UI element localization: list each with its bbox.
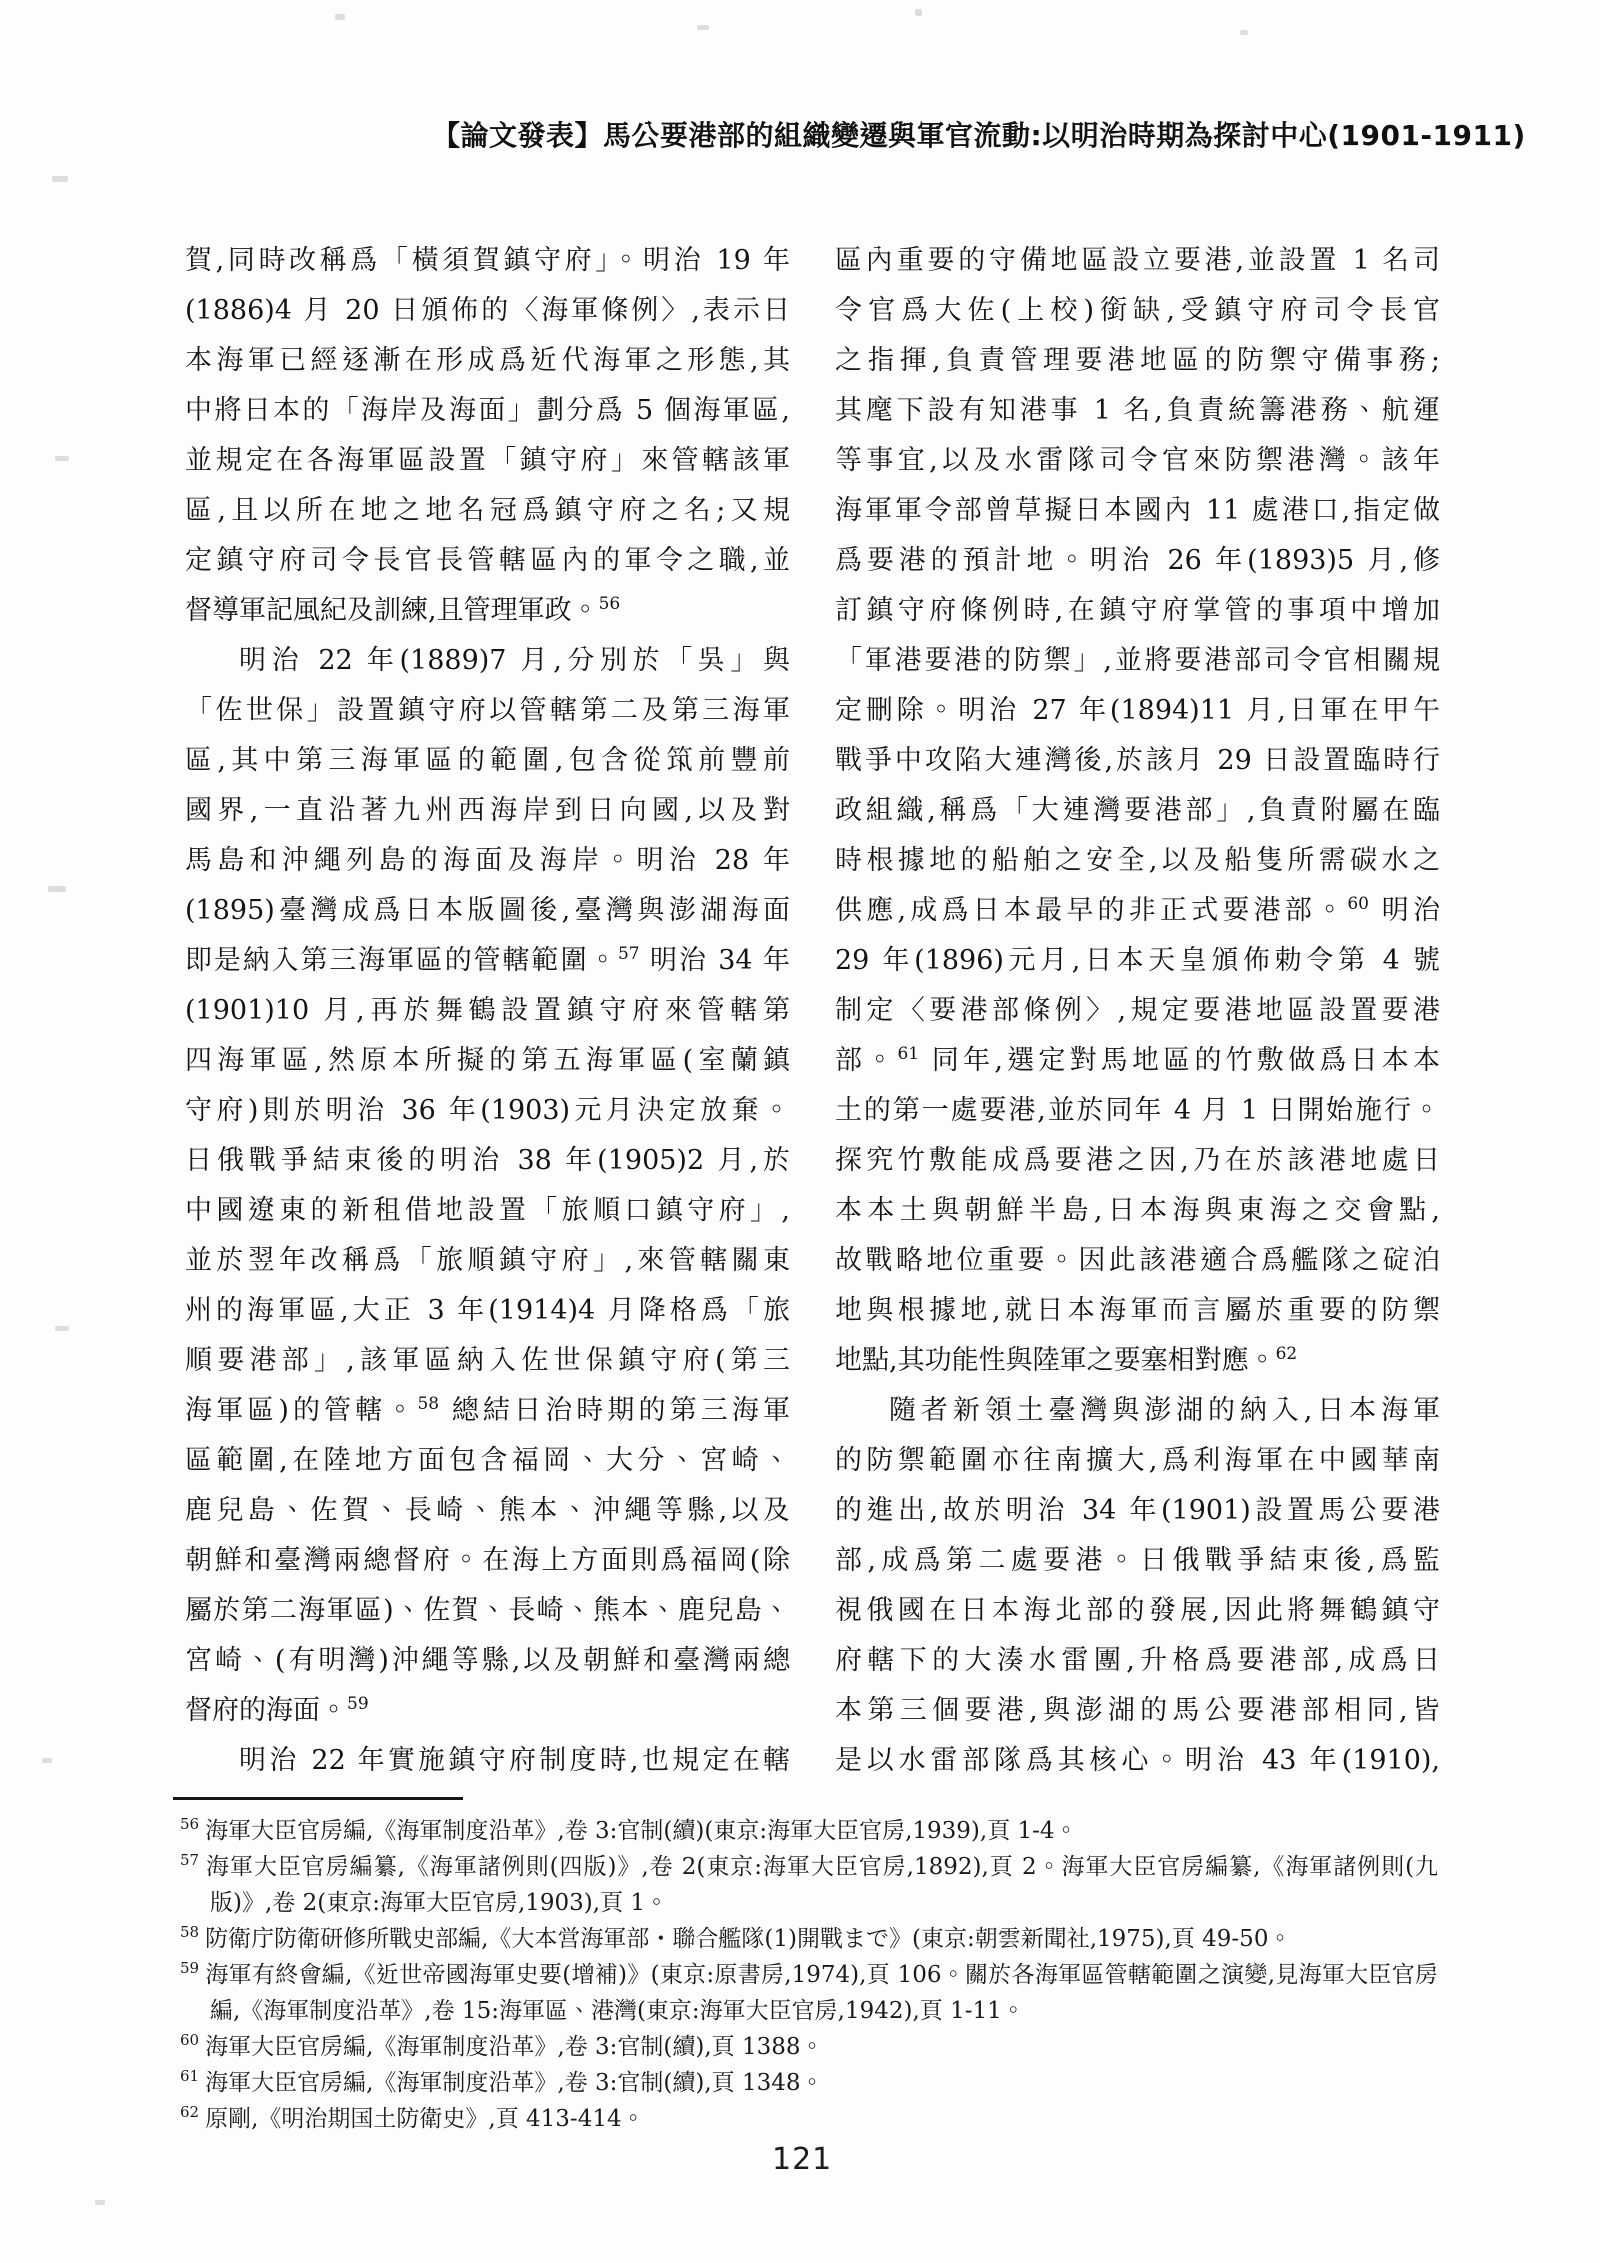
text-line: [185, 386, 790, 436]
text-line: [185, 1486, 790, 1536]
text-line: [185, 836, 790, 886]
scan-artifact: [55, 456, 69, 461]
text-run: 四海軍區,然原本所擬的第五海軍區(室蘭鎮: [185, 1045, 790, 1076]
text-line: [835, 1586, 1440, 1636]
footnote: [180, 2065, 1438, 2101]
text-line: [185, 1536, 790, 1586]
text-line: [835, 1536, 1440, 1586]
scan-artifact: [42, 1758, 52, 1763]
text-run: 府轄下的大湊水雷團,升格爲要港部,成爲日: [835, 1645, 1440, 1676]
text-line: [835, 536, 1440, 586]
text-run: 區,且以所在地之地名冠爲鎮守府之名;又規: [185, 495, 790, 526]
text-line: [835, 786, 1440, 836]
text-line: [185, 286, 790, 336]
text-run: 的進出,故於明治 34 年(1901)設置馬公要港: [835, 1495, 1440, 1526]
scan-artifact: [52, 176, 68, 182]
text-run: 區內重要的守備地區設立要港,並設置 1 名司: [835, 245, 1440, 276]
text-run: 部。: [835, 1045, 898, 1076]
text-line: [835, 836, 1440, 886]
footnote-text: 防衛庁防衛研修所戰史部編,《大本営海軍部・聯合艦隊(1)開戰まで》(東京:朝雲新聞社,1975),頁 49-50。: [205, 1926, 1292, 1952]
text-line: [835, 1136, 1440, 1186]
text-line: [835, 1436, 1440, 1486]
text-line: [835, 986, 1440, 1036]
footnote-ref: 60: [1347, 894, 1369, 914]
footnote-ref: 59: [347, 1694, 369, 1714]
footnote-ref: 61: [897, 1044, 920, 1064]
footnote: [180, 2029, 1438, 2065]
text-line: [185, 1736, 790, 1786]
text-run: 是以水雷部隊爲其核心。明治 43 年(1910),: [835, 1745, 1440, 1776]
article-body: [185, 236, 1440, 1786]
text-line: [185, 1436, 790, 1486]
text-run: (1886)4 月 20 日頒佈的〈海軍條例〉,表示日: [185, 295, 790, 326]
footnote-number: 61: [180, 2067, 200, 2086]
text-line: [835, 1486, 1440, 1536]
text-run: 定刪除。明治 27 年(1894)11 月,日軍在甲午: [835, 695, 1440, 726]
text-line: [185, 1186, 790, 1236]
text-line: [835, 386, 1440, 436]
scan-artifact: [697, 25, 709, 30]
text-line: [835, 686, 1440, 736]
text-line: [185, 1036, 790, 1086]
text-run: 馬島和沖繩列島的海面及海岸。明治 28 年: [185, 845, 790, 876]
text-run: 守府)則於明治 36 年(1903)元月決定放棄。: [185, 1095, 790, 1126]
scan-artifact: [55, 1326, 69, 1331]
text-run: 明治 34 年: [639, 945, 790, 976]
text-line: [185, 1136, 790, 1186]
text-line: [185, 536, 790, 586]
text-run: 賀,同時改稱爲「橫須賀鎮守府」。明治 19 年: [185, 245, 790, 276]
text-line: [835, 586, 1440, 636]
text-run: 明治: [1368, 895, 1440, 926]
text-run: 日俄戰爭結束後的明治 38 年(1905)2 月,於: [185, 1145, 790, 1176]
text-run: 總結日治時期的第三海軍: [439, 1395, 790, 1426]
text-run: 國界,一直沿著九州西海岸到日向國,以及對: [185, 795, 790, 826]
text-run: 並於翌年改稱爲「旅順鎮守府」,來管轄關東: [185, 1245, 790, 1276]
footnote-text: 海軍大臣官房編,《海軍制度沿革》,卷 3:官制(續),頁 1348。: [205, 2070, 824, 2096]
text-run: 部,成爲第二處要港。日俄戰爭結束後,爲監: [835, 1545, 1440, 1576]
text-run: 的防禦範圍亦往南擴大,爲利海軍在中國華南: [835, 1445, 1440, 1476]
text-line: [835, 286, 1440, 336]
footnote-number: 58: [180, 1923, 200, 1942]
scan-artifact: [915, 9, 922, 16]
running-head-title: 【論文發表】馬公要港部的組織變遷與軍官流動:以明治時期為探討中心(1901-1911): [432, 119, 1526, 152]
right-column: [835, 236, 1440, 1786]
page-number: 121: [772, 2142, 833, 2177]
text-run: 海軍區)的管轄。: [185, 1395, 418, 1426]
text-run: 供應,成爲日本最早的非正式要港部。: [835, 895, 1348, 926]
text-run: 同年,選定對馬地區的竹敷做爲日本本: [919, 1045, 1440, 1076]
text-run: 令官爲大佐(上校)銜缺,受鎮守府司令長官: [835, 295, 1440, 326]
text-line: [835, 1036, 1440, 1086]
text-run: 順要港部」,該軍區納入佐世保鎮守府(第三: [185, 1345, 790, 1376]
text-run: 戰爭中攻陷大連灣後,於該月 29 日設置臨時行: [835, 745, 1440, 776]
footnote-ref: 58: [417, 1394, 440, 1414]
footnote: [180, 1921, 1438, 1957]
text-run: 探究竹敷能成爲要港之因,乃在於該港地處日: [835, 1145, 1440, 1176]
scan-artifact: [95, 2200, 105, 2205]
text-run: 中將日本的「海岸及海面」劃分爲 5 個海軍區,: [185, 395, 790, 426]
footnote-ref: 62: [1275, 1344, 1298, 1364]
text-run: 時根據地的船舶之安全,以及船隻所需碳水之: [835, 845, 1440, 876]
text-line: [185, 436, 790, 486]
text-line: [185, 1636, 790, 1686]
footnote-divider: [173, 1797, 463, 1800]
text-run: 訂鎮守府條例時,在鎮守府掌管的事項中增加: [835, 595, 1440, 626]
left-column: [185, 236, 790, 1786]
text-run: 地點,其功能性與陸軍之要塞相對應。: [835, 1345, 1276, 1376]
text-run: 地與根據地,就日本海軍而言屬於重要的防禦: [835, 1295, 1440, 1326]
text-line: [835, 436, 1440, 486]
text-line: [835, 1186, 1440, 1236]
footnote-text: 海軍有終會編,《近世帝國海軍史要(增補)》(東京:原書房,1974),頁 106。關於各海軍區管轄範圍之演變,見海軍大臣官房編,《海軍制度沿革》,卷 15:海軍區、港灣(東京:海軍大臣官房,1942),頁 1-11。: [205, 1962, 1438, 2024]
text-line: [835, 636, 1440, 686]
text-line: [185, 686, 790, 736]
text-run: 屬於第二海軍區)、佐賀、長崎、熊本、鹿兒島、: [185, 1595, 790, 1626]
text-line: [185, 1386, 790, 1436]
text-run: 朝鮮和臺灣兩總督府。在海上方面則爲福岡(除: [185, 1545, 790, 1576]
text-run: 視俄國在日本海北部的發展,因此將舞鶴鎮守: [835, 1595, 1440, 1626]
text-line: [835, 1336, 1440, 1386]
footnote-number: 60: [180, 2031, 200, 2050]
footnote-number: 59: [180, 1959, 200, 1978]
scan-artifact: [335, 14, 345, 20]
text-line: [835, 1286, 1440, 1336]
text-line: [185, 636, 790, 686]
text-line: [185, 586, 790, 636]
footnote: [180, 1957, 1438, 2029]
text-run: 即是納入第三海軍區的管轄範圍。: [185, 945, 618, 976]
footnote-text: 海軍大臣官房編纂,《海軍諸例則(四版)》,卷 2(東京:海軍大臣官房,1892),頁 2。海軍大臣官房編纂,《海軍諸例則(九版)》,卷 2(東京:海軍大臣官房,1903),頁 1。: [205, 1854, 1438, 1916]
text-line: [835, 1236, 1440, 1286]
text-line: [835, 1736, 1440, 1786]
text-line: [185, 986, 790, 1036]
text-run: 制定〈要港部條例〉,規定要港地區設置要港: [835, 995, 1440, 1026]
text-run: 中國遼東的新租借地設置「旅順口鎮守府」,: [185, 1195, 790, 1226]
text-run: 並規定在各海軍區設置「鎮守府」來管轄該軍: [185, 445, 790, 476]
scan-artifact: [48, 886, 66, 892]
footnote: [180, 1813, 1438, 1849]
text-run: 區範圍,在陸地方面包含福岡、大分、宮崎、: [185, 1445, 790, 1476]
text-run: 「軍港要港的防禦」,並將要港部司令官相關規: [835, 645, 1440, 676]
text-run: 政組織,稱爲「大連灣要港部」,負責附屬在臨: [835, 795, 1440, 826]
text-line: [835, 736, 1440, 786]
text-run: 等事宜,以及水雷隊司令官來防禦港灣。該年: [835, 445, 1440, 476]
text-run: 區,其中第三海軍區的範圍,包含從筑前豐前: [185, 745, 790, 776]
text-run: 鹿兒島、佐賀、長崎、熊本、沖繩等縣,以及: [185, 1495, 790, 1526]
footnote-text: 海軍大臣官房編,《海軍制度沿革》,卷 3:官制(續)(東京:海軍大臣官房,1939),頁 1-4。: [205, 1818, 1078, 1844]
footnote-text: 原剛,《明治期国土防衛史》,頁 413-414。: [205, 2106, 645, 2132]
text-run: 隨者新領土臺灣與澎湖的納入,日本海軍: [889, 1395, 1440, 1426]
text-run: 明治 22 年實施鎮守府制度時,也規定在轄: [239, 1745, 790, 1776]
text-line: [185, 1236, 790, 1286]
text-line: [185, 786, 790, 836]
footnote-number: 57: [180, 1851, 200, 1870]
text-run: 督府的海面。: [185, 1695, 347, 1726]
footnote-number: 56: [180, 1815, 200, 1834]
text-line: [835, 236, 1440, 286]
text-run: 宮崎、(有明灣)沖繩等縣,以及朝鮮和臺灣兩總: [185, 1645, 790, 1676]
footnote-ref: 57: [617, 944, 640, 964]
text-run: 督導軍記風紀及訓練,且管理軍政。: [185, 595, 599, 626]
text-line: [835, 1086, 1440, 1136]
scan-artifact: [1240, 30, 1248, 35]
text-line: [185, 886, 790, 936]
text-run: 本海軍已經逐漸在形成爲近代海軍之形態,其: [185, 345, 790, 376]
text-line: [185, 236, 790, 286]
text-run: 定鎮守府司令長官長管轄區內的軍令之職,並: [185, 545, 790, 576]
text-run: 海軍軍令部曾草擬日本國內 11 處港口,指定做: [835, 495, 1440, 526]
text-run: (1895)臺灣成爲日本版圖後,臺灣與澎湖海面: [185, 895, 790, 926]
footnote: [180, 1849, 1438, 1921]
text-line: [185, 1286, 790, 1336]
text-line: [185, 486, 790, 536]
text-line: [185, 736, 790, 786]
text-line: [185, 936, 790, 986]
text-run: 州的海軍區,大正 3 年(1914)4 月降格爲「旅: [185, 1295, 790, 1326]
text-run: 明治 22 年(1889)7 月,分別於「吳」與: [239, 645, 790, 676]
text-run: 土的第一處要港,並於同年 4 月 1 日開始施行。: [835, 1095, 1440, 1126]
text-run: 之指揮,負責管理要港地區的防禦守備事務;: [835, 345, 1440, 376]
text-run: 爲要港的預計地。明治 26 年(1893)5 月,修: [835, 545, 1440, 576]
text-line: [835, 1686, 1440, 1736]
text-line: [835, 1386, 1440, 1436]
text-run: 本本土與朝鮮半島,日本海與東海之交會點,: [835, 1195, 1440, 1226]
text-run: 故戰略地位重要。因此該港適合爲艦隊之碇泊: [835, 1245, 1440, 1276]
text-run: 其麾下設有知港事 1 名,負責統籌港務、航運: [835, 395, 1440, 426]
footnotes-section: [180, 1813, 1438, 2137]
text-run: 本第三個要港,與澎湖的馬公要港部相同,皆: [835, 1695, 1440, 1726]
text-run: (1901)10 月,再於舞鶴設置鎮守府來管轄第: [185, 995, 790, 1026]
text-run: 「佐世保」設置鎮守府以管轄第二及第三海軍: [185, 695, 790, 726]
text-line: [185, 1586, 790, 1636]
text-line: [835, 936, 1440, 986]
text-line: [185, 1686, 790, 1736]
text-run: 29 年(1896)元月,日本天皇頒佈勅令第 4 號: [835, 945, 1440, 976]
text-line: [185, 1086, 790, 1136]
text-line: [835, 336, 1440, 386]
text-line: [185, 1336, 790, 1386]
footnote-number: 62: [180, 2103, 200, 2122]
text-line: [185, 336, 790, 386]
footnote-ref: 56: [598, 594, 621, 614]
footnote: [180, 2101, 1438, 2137]
footnote-text: 海軍大臣官房編,《海軍制度沿革》,卷 3:官制(續),頁 1388。: [205, 2034, 824, 2060]
text-line: [835, 486, 1440, 536]
text-line: [835, 1636, 1440, 1686]
text-line: [835, 886, 1440, 936]
